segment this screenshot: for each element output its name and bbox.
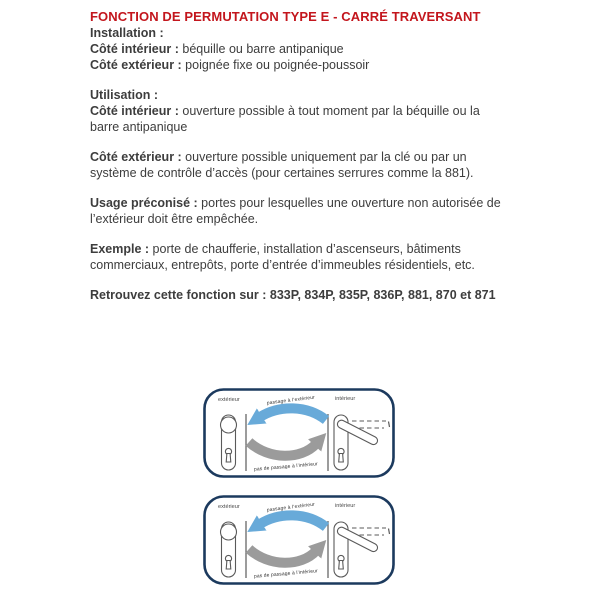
paragraph-usage: [90, 195, 530, 227]
text-line: [90, 165, 530, 181]
arrow-no-entry-label: pas de passage à l’intérieur: [253, 569, 319, 580]
line-label: Installation :: [90, 26, 164, 40]
permutation-diagram-top: [203, 388, 395, 478]
arrow-out-label: passage à l’extérieur: [266, 395, 316, 407]
interior-label: intérieur: [335, 396, 356, 402]
page-title: FONCTION DE PERMUTATION TYPE E - CARRÉ TRAVERSANT: [90, 9, 481, 24]
text-line: [90, 195, 530, 211]
paragraph-cote-exterieur: [90, 149, 530, 181]
exterior-fixed-knob-escutcheon: [221, 415, 237, 470]
text-line: [90, 41, 530, 57]
paragraph-installation: [90, 25, 530, 73]
text-line: [90, 103, 530, 119]
line-text: l’extérieur doit être empêchée.: [90, 212, 259, 226]
line-label: Côté intérieur :: [90, 42, 179, 56]
interior-label: intérieur: [335, 503, 356, 509]
permutation-diagram-bottom: [203, 495, 395, 585]
text-line: [90, 119, 530, 135]
arrow-out-label: passage à l’extérieur: [266, 502, 316, 514]
exterior-label: extérieur: [218, 504, 240, 510]
line-text: poignée fixe ou poignée-poussoir: [181, 58, 370, 72]
paragraph-references: [90, 287, 530, 303]
line-label: Côté extérieur :: [90, 150, 182, 164]
text-line: [90, 241, 530, 257]
line-label: Retrouvez cette fonction sur : 833P, 834P, 835P, 836P, 881, 870 et 871: [90, 288, 496, 302]
text-line: [90, 257, 530, 273]
line-label: Côté extérieur :: [90, 58, 182, 72]
line-text: ouverture possible à tout moment par la béquille ou la: [178, 104, 480, 118]
line-label: Côté intérieur :: [90, 104, 179, 118]
paragraph-utilisation: [90, 87, 530, 135]
text-line: [90, 87, 530, 103]
line-label: Utilisation :: [90, 88, 159, 102]
paragraph-exemple: [90, 241, 530, 273]
exterior-label: extérieur: [218, 397, 240, 403]
line-text: système de contrôle d’accès (pour certaines serrures comme la 881).: [90, 166, 474, 180]
line-text: commerciaux, entrepôts, porte d’entrée d’immeubles résidentiels, etc.: [90, 258, 475, 272]
line-text: béquille ou barre antipanique: [178, 42, 344, 56]
line-text: portes pour lesquelles une ouverture non autorisée de: [197, 196, 501, 210]
text-line: [90, 211, 530, 227]
text-line: [90, 149, 530, 165]
text-line: [90, 25, 530, 41]
document-body: [90, 9, 530, 317]
text-line: [90, 57, 530, 73]
line-text: barre antipanique: [90, 120, 188, 134]
exterior-fixed-knob-escutcheon: [221, 522, 237, 577]
line-label: Exemple :: [90, 242, 150, 256]
line-text: porte de chaufferie, installation d’ascenseurs, bâtiments: [149, 242, 461, 256]
text-line: [90, 287, 530, 303]
line-text: ouverture possible uniquement par la clé ou par un: [181, 150, 467, 164]
line-label: Usage préconisé :: [90, 196, 198, 210]
arrow-no-entry-label: pas de passage à l’intérieur: [253, 462, 319, 473]
